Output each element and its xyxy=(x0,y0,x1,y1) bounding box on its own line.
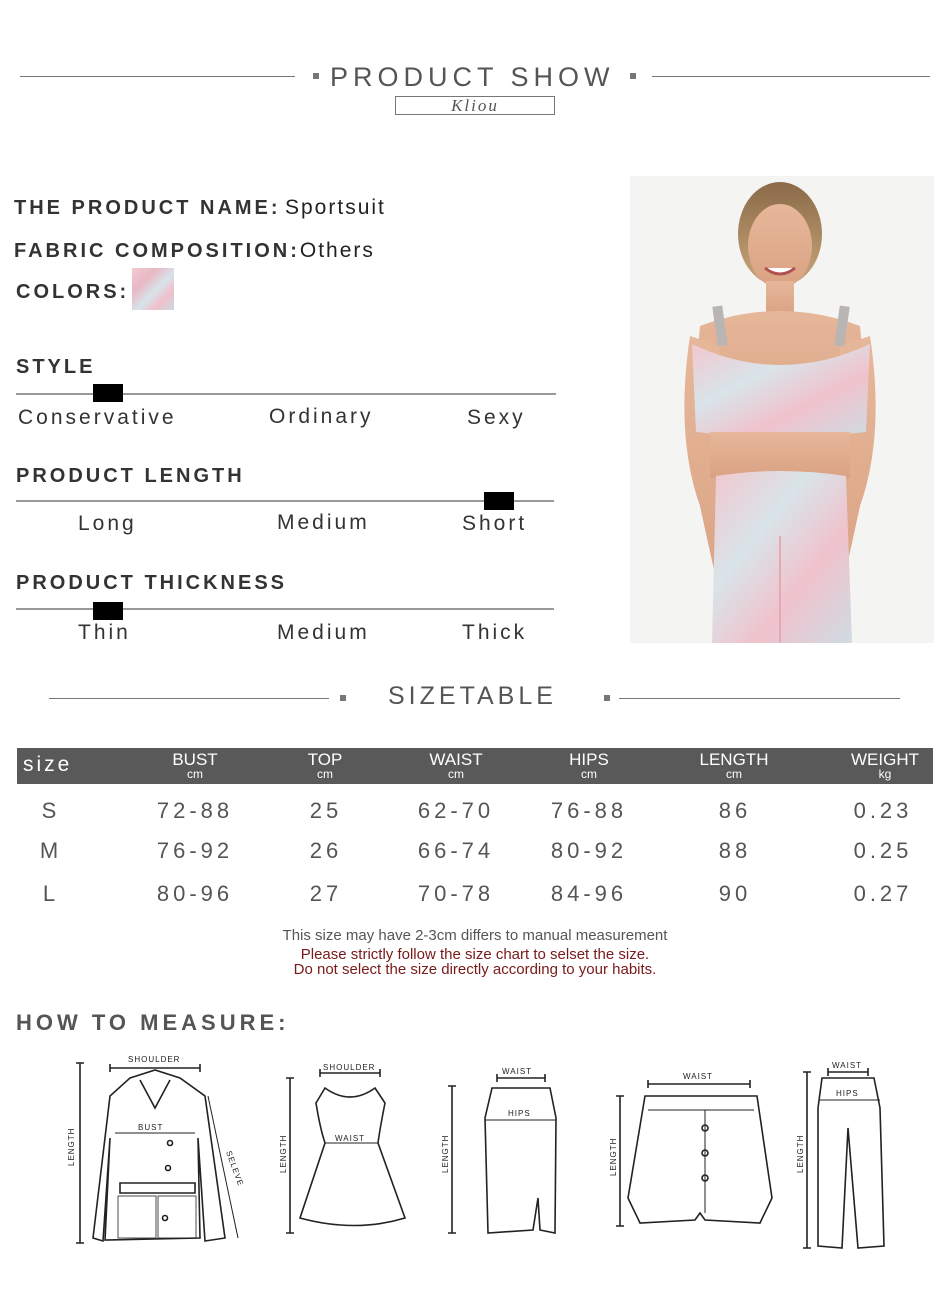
cell-bust: 80-96 xyxy=(156,881,234,906)
cell-waist: 66-74 xyxy=(417,838,495,863)
skirt-diagram xyxy=(448,1074,556,1233)
header-size: size xyxy=(23,753,73,776)
length-title: PRODUCT LENGTH xyxy=(16,465,245,487)
style-option-ordinary: Ordinary xyxy=(269,405,374,428)
brand-label: Kliou xyxy=(395,96,555,115)
size-table-header xyxy=(17,748,933,784)
colors-label: COLORS: xyxy=(16,281,130,303)
cell-hips: 80-92 xyxy=(550,838,628,863)
length-option-long: Long xyxy=(78,512,137,535)
fabric-row xyxy=(14,239,375,263)
measure-title: HOW TO MEASURE: xyxy=(16,1010,290,1035)
product-photo xyxy=(630,176,934,643)
style-marker xyxy=(93,384,123,402)
header-rule-left xyxy=(20,76,295,77)
sizetable-rule-left xyxy=(49,698,329,699)
cell-bust: 72-88 xyxy=(156,798,234,823)
measure-labels xyxy=(67,1055,862,1188)
sizetable-rule-right xyxy=(619,698,900,699)
cell-weight: 0.27 xyxy=(853,881,913,906)
measurement-note: This size may have 2-3cm differs to manual measurement xyxy=(282,927,668,944)
sizetable-bullet-right xyxy=(604,695,610,701)
label-waist-pants: WAIST xyxy=(832,1061,863,1070)
size-warning-line2: Do not select the size directly according to your habits. xyxy=(293,961,657,978)
product-name-label: THE PRODUCT NAME: xyxy=(14,197,281,219)
label-shoulder-dress: SHOULDER xyxy=(323,1063,376,1072)
cell-weight: 0.23 xyxy=(853,798,913,823)
label-length: LENGTH xyxy=(67,1127,76,1166)
header-weight: WEIGHT kg xyxy=(851,750,919,781)
label-waist-shorts: WAIST xyxy=(683,1072,714,1081)
header-hips: HIPS cm xyxy=(569,750,609,781)
header-bust: BUST cm xyxy=(172,750,218,781)
label-hips-pants: HIPS xyxy=(836,1089,859,1098)
header-length: LENGTH cm xyxy=(699,750,769,781)
length-scale xyxy=(16,500,554,502)
cell-length: 90 xyxy=(718,881,752,906)
product-name-value: Sportsuit xyxy=(285,196,386,219)
label-shoulder: SHOULDER xyxy=(128,1055,181,1064)
size-warning xyxy=(0,947,950,977)
header-top: TOP cm xyxy=(307,750,343,781)
shorts-diagram xyxy=(616,1080,772,1226)
thickness-title: PRODUCT THICKNESS xyxy=(16,572,288,594)
style-option-conservative: Conservative xyxy=(18,406,177,429)
label-sleeve: SELEVE xyxy=(224,1149,246,1188)
color-swatch[interactable] xyxy=(132,268,174,310)
header-bullet-left xyxy=(313,73,319,79)
length-option-medium: Medium xyxy=(277,511,370,534)
label-waist-skirt: WAIST xyxy=(502,1067,533,1076)
header-waist: WAIST cm xyxy=(429,750,483,781)
product-name-row xyxy=(14,196,386,220)
cell-top: 25 xyxy=(309,798,343,823)
thickness-option-medium: Medium xyxy=(277,621,370,644)
cell-size: S xyxy=(41,798,61,823)
thickness-option-thin: Thin xyxy=(78,621,131,644)
measure-diagrams xyxy=(0,1048,950,1258)
thickness-marker xyxy=(93,602,123,620)
cell-length: 88 xyxy=(718,838,752,863)
label-length-shorts: LENGTH xyxy=(609,1137,618,1176)
header-bullet-right xyxy=(630,73,636,79)
fabric-label: FABRIC COMPOSITION: xyxy=(14,240,300,262)
length-marker xyxy=(484,492,514,510)
cell-hips: 84-96 xyxy=(550,881,628,906)
style-title: STYLE xyxy=(16,356,96,378)
label-length-pants: LENGTH xyxy=(796,1134,805,1173)
cell-size: M xyxy=(39,838,63,863)
cell-hips: 76-88 xyxy=(550,798,628,823)
jacket-diagram xyxy=(76,1063,238,1243)
fabric-value: Others xyxy=(299,239,375,262)
cell-top: 26 xyxy=(309,838,343,863)
cell-size: L xyxy=(42,881,60,906)
page-title: PRODUCT SHOW xyxy=(330,62,615,92)
cell-top: 27 xyxy=(309,881,343,906)
sizetable-title: SIZETABLE xyxy=(388,682,557,710)
model-illustration xyxy=(630,176,934,643)
cell-waist: 70-78 xyxy=(417,881,495,906)
label-waist-dress: WAIST xyxy=(335,1134,366,1143)
length-option-short: Short xyxy=(462,512,528,535)
size-warning-line1: Please strictly follow the size chart to selset the size. xyxy=(300,946,650,963)
cell-waist: 62-70 xyxy=(417,798,495,823)
label-length-skirt: LENGTH xyxy=(441,1134,450,1173)
cell-length: 86 xyxy=(718,798,752,823)
header-rule-right xyxy=(652,76,930,77)
style-option-sexy: Sexy xyxy=(467,406,526,429)
thickness-option-thick: Thick xyxy=(462,621,528,644)
sizetable-bullet-left xyxy=(340,695,346,701)
label-bust: BUST xyxy=(138,1123,164,1132)
dress-diagram xyxy=(286,1069,405,1233)
label-hips-skirt: HIPS xyxy=(508,1109,531,1118)
cell-weight: 0.25 xyxy=(853,838,913,863)
label-length-dress: LENGTH xyxy=(279,1134,288,1173)
cell-bust: 76-92 xyxy=(156,838,234,863)
